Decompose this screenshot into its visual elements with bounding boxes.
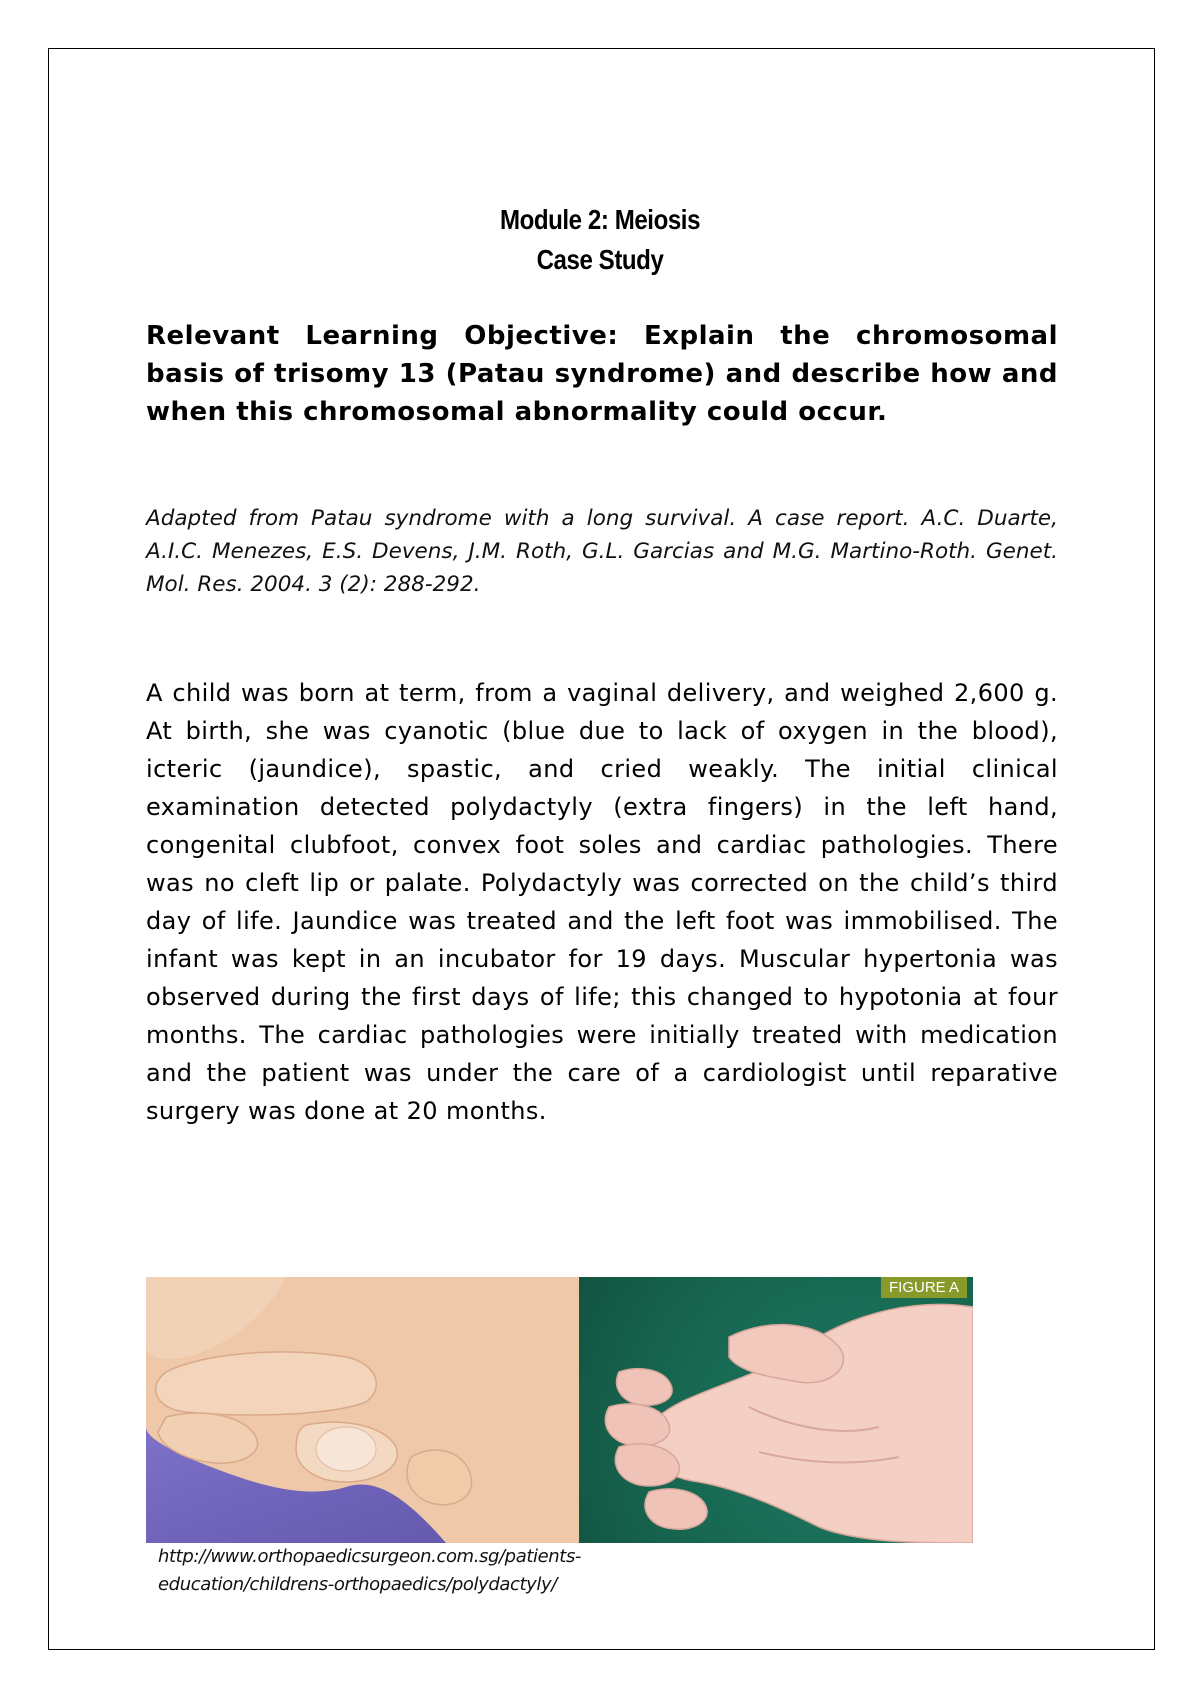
figure-polydactyly <box>146 1277 973 1543</box>
learning-objective: Relevant Learning Objective: Explain the chromosomal basis of trisomy 13 (Patau syndrome) and describe how and when this chromosomal abnormality could occur. <box>146 321 1058 427</box>
hand-illustration <box>579 1277 973 1543</box>
photo-foot-extra-toe <box>146 1277 579 1543</box>
page-subtitle: Case Study <box>536 244 664 275</box>
photo-hand-extra-finger <box>579 1277 973 1543</box>
citation: Adapted from Patau syndrome with a long survival. A case report. A.C. Duarte, A.I.C. Menezes, E.S. Devens, J.M. Roth, G.L. Garcias and M.G. Martino-Roth. Genet. Mol. Res. 2004. 3 (2): 288-292. <box>146 506 1058 597</box>
page-title: Module 2: Meiosis <box>499 204 701 235</box>
foot-illustration <box>146 1277 579 1543</box>
figure-label: FIGURE A <box>881 1277 967 1298</box>
case-description: A child was born at term, from a vaginal delivery, and weighed 2,600 g. At birth, she was cyanotic (blue due to lack of oxygen in the blood), icteric (jaundice), spastic, and cried weakly. The initial clinical examination detected polydactyly (extra fingers) in the left hand, congenital clubfoot, convex foot soles and cardiac pathologies. There was no cleft lip or palate. Polydactyly was corrected on the child’s third day of life. Jaundice was treated and the left foot was immobilised. The infant was kept in an incubator for 19 days. Muscular hypertonia was observed during the first days of life; this changed to hypotonia at four months. The cardiac pathologies were initially treated with medication and the patient was under the care of a cardiologist until reparative surgery was done at 20 months. <box>146 679 1058 1125</box>
figure-source-link[interactable]: http://www.orthopaedicsurgeon.com.sg/patients-education/childrens-orthopaedics/polydactyly/ <box>158 1546 582 1595</box>
